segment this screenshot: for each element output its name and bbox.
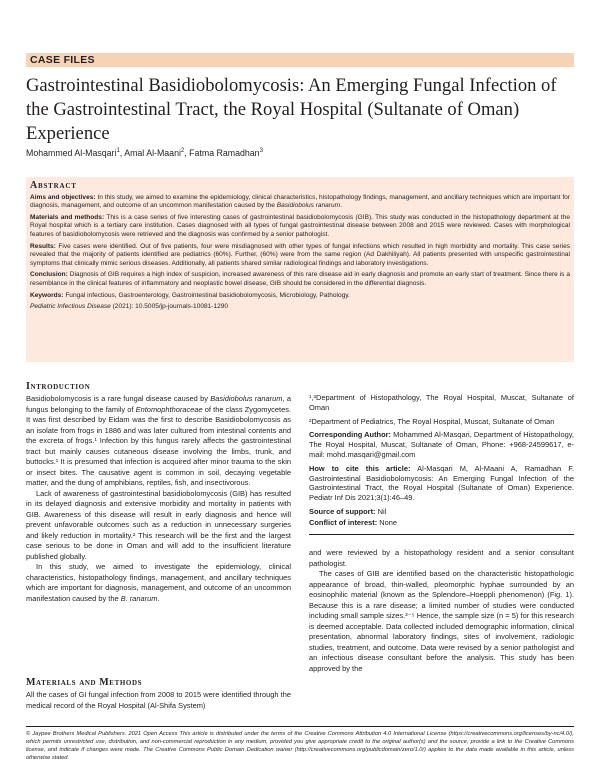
abstract-box — [26, 177, 574, 362]
aims-species: Basidiobolus ranarum — [276, 202, 341, 210]
abstract-citation — [30, 303, 570, 312]
intro-paragraph-2: Lack of awareness of gastrointestinal basidiobolomycosis (GIB) has resulted in its delayed diagnosis and extensive morbidity and mortality in patients with GIB. Awareness of this disease will result in early diagnosis and hence will prevent unfavorable outcomes such as a reduction in unnecessary surgeries and likely reduction in mortality.² This research will be the first and the largest case serious to be done in Oman and will add to the insufficient literature published globally. — [26, 488, 291, 561]
conflict-label: Conflict of interest: — [309, 517, 378, 527]
conflict-of-interest — [309, 518, 574, 528]
materials-text: This is a case series of five interesting cases of gastrointestinal basidiobolomycosis (GIB). This study was conducted in the histopathology department at the Royal hospital which is a tertiary care institution. Cases diagnosed with all types of fungal gastrointestinal disease between 2008 and 2015 were reviewed. Cases with morphological features of basidiobolomycosis were retrieved and the diagnosis was confirmed by a senior pathologist. — [30, 213, 571, 238]
abstract-conclusion — [30, 271, 570, 288]
body-paragraph-1: and were reviewed by a histopathology resident and a senior consultant pathologist. — [309, 548, 574, 568]
family-name: Entomophthoraceae — [135, 404, 203, 414]
how-to-cite — [309, 464, 574, 503]
author-affiliation-mark: 1 — [116, 148, 120, 155]
cite-text: Al-Masqari M, Al-Maani A, Ramadhan F. Gastrointestinal Basidiobolomycosis: An Emerging Fungal Infection of the Gastrointestinal Tract, the Royal Hospital (Sultanate of Oman) Experience. Pediatr Inf Dis 2021;3(1):46–49. — [309, 463, 575, 503]
affiliations-block — [309, 393, 574, 532]
intro-paragraph-3 — [26, 562, 291, 604]
results-label: Results: — [30, 242, 56, 250]
right-column — [309, 548, 574, 674]
section-label-bar — [26, 53, 574, 67]
license-footer: © Jaypee Brothers Medical Publishers. 2021 Open Access This article is distributed under the terms of the Creative Commons Attribution 4.0 International License (https://creativecommons.org/licenses/by-nc/4.0/), which permits unrestricted use, distribution, and non-commercial reproduction in any medium, provided you give appropriate credit to the original author(s) and the source, provide a link to the Creative Commons license, and indicate if changes were made. The Creative Commons Public Domain Dedication waiver (http://creativecommons.org/publicdomain/zero/1.0/) applies to the data made available in this article, unless otherwise stated. — [26, 731, 574, 761]
corr-text: Mohammed Al-Masqari, Department of Histopathology, The Royal Hospital, Muscat, Sultanate of Oman, Phone: +968-24599617, e-mail: mohd.masqari@gmail.com — [309, 430, 574, 459]
affiliation-2: ²Department of Pediatrics, The Royal Hospital, Muscat, Sultanate of Oman — [309, 416, 555, 426]
intro-text: of the class Zygomycetes. It was first described by Eidam was the first to describe Basidiobolomycosis as an isolate from frogs in 1886 and was later cultured from intestinal contents and the excreta of frogs.¹ Infection by this fungus rarely affects the gastrointestinal tract but mainly causes cutaneous disease involving the limbs, trunk, and buttocks.¹ It is presumed that infection is acquired after minor trauma to the skin or insect bites. The causative agent is common in soil, decaying vegetable matter, and the dung of amphibians, reptiles, fish, and insectivorous. — [26, 404, 292, 487]
author-name: Amal Al-Maani — [124, 148, 181, 158]
conclusion-text: Diagnosis of GIB requires a high index of suspicion, increased awareness of this rare disease aid in early diagnosis and promote an early start of treatment. Since there is a resemblance in the clinical features of inflammatory and neoplastic bowel disease, GIB should be considered in the differential diagnosis. — [30, 271, 570, 287]
introduction-heading: Introduction — [26, 381, 91, 392]
section-label: CASE FILES — [30, 54, 95, 66]
citation-doi: (2021): 10.5005/jp-journals-10081-1290 — [112, 303, 229, 311]
author-list: Mohammed Al-Masqari$^1$, Amal Al-Maani$^2$, Fatma Ramadhan$^3$ — [26, 148, 263, 158]
results-text: Five cases were identified. Out of five patients, four were misdiagnosed with other types of fungal infections which resulted in high morbidity and mortality. This case series revealed that the majority of patients identified are pediatrics (60%). Further, (60%) were from the same region (Ad Dakhiliyah). All patients presented with unspecific gastrointestinal symptoms that clinically mimic serious diseases. Additionally, all patients shared similar radiological findings and laboratory investigations. — [30, 242, 570, 267]
intro-text: , a fungus belonging to the family of — [26, 394, 291, 414]
author-name: Mohammed Al-Masqari — [26, 148, 117, 158]
keywords-label: Keywords: — [30, 291, 64, 299]
conflict-value: None — [379, 517, 398, 527]
corresponding-author — [309, 430, 574, 459]
aims-text: In this study, we aimed to examine the epidemiology, clinical characteristics, histopathology findings, management, and ancillary techniques which are important for diagnosis, management, and outcome of an uncommon manifestation caused by the — [30, 193, 570, 210]
methods-text-block — [26, 690, 291, 711]
author-affiliation-mark: 2 — [180, 148, 185, 155]
intro-paragraph-1 — [26, 394, 291, 489]
left-column — [26, 394, 291, 604]
affiliation-divider — [309, 534, 574, 535]
aims-label: Aims and objectives: — [30, 193, 96, 201]
conclusion-label: Conclusion: — [30, 271, 68, 279]
corr-label: Corresponding Author: — [309, 430, 392, 440]
species-name: Basidiobolus ranarum — [210, 394, 283, 403]
affiliation-1: ¹,³Department of Histopathology, The Royal Hospital, Muscat, Sultanate of Oman — [309, 393, 574, 412]
source-of-support — [309, 507, 574, 517]
methods-paragraph-1: All the cases of GI fungal infection from 2008 to 2015 were identified through the medical record of the Royal Hospital (Al-Shifa System) — [26, 690, 291, 710]
support-label: Source of support: — [309, 506, 376, 516]
intro-text: In this study, we aimed to investigate the epidemiology, clinical characteristics, histopathology findings, management, and ancillary techniques which are important for diagnosis, management, and outcome of an uncommon manifestation caused by the — [26, 562, 291, 603]
body-paragraph-2: The cases of GIB are identified based on the characteristic histopathologic appearance of broad, thin-walled, pleomorphic hyphae surrounded by an eosinophilic material (known as the Splendore–Hoeppli phenomenon) (Fig. 1). Because this is a rare disease; a limited number of studies were conducted including small sample sizes.³⁻⁵ Hence, the sample size (n = 5) for this research is deemed acceptable. Data collected included demographic information, clinical presentation, abnormal laboratory findings, sites of involvement, radiologic studies, treatment, and outcome. Data were revised by a senior pathologist and an infectious disease consultant before the analysis. This study has been approved by the — [309, 569, 574, 673]
abstract-keywords — [30, 292, 570, 301]
materials-label: Materials and methods: — [30, 213, 105, 221]
footer-divider — [26, 726, 574, 727]
cite-label: How to cite this article: — [309, 463, 411, 473]
citation-journal: Pediatric Infectious Disease — [30, 303, 111, 311]
methods-heading: Materials and Methods — [26, 677, 143, 688]
species-name: B. ranarum — [120, 593, 158, 603]
abstract-materials — [30, 214, 570, 240]
author-affiliation-mark: 3 — [259, 148, 263, 155]
abstract-aims: Aims and objectives: In this study, we aimed to examine the epidemiology, clinical characteristics, histopathology findings, management, and ancillary techniques which are important for diagnosis, management, and outcome of an uncommon manifestation caused by the Basidiobolus ranarum. — [30, 193, 570, 210]
intro-text: Basidiobolomycosis is a rare fungal disease caused by — [26, 394, 208, 403]
article-title: Gastrointestinal Basidiobolomycosis: An Emerging Fungal Infection of the Gastrointestinal Tract, the Royal Hospital (Sultanate of Oman) Experience — [26, 75, 557, 144]
keywords-text: Fungal infectious, Gastroenterology, Gastrointestinal basidiobolomycosis, Microbiology, Pathology. — [65, 291, 350, 299]
intro-text: . — [157, 593, 160, 603]
support-value: Nil — [377, 506, 387, 516]
abstract-results — [30, 243, 570, 269]
author-name: Fatma Ramadhan — [189, 148, 260, 158]
abstract-heading: Abstract — [30, 180, 77, 191]
